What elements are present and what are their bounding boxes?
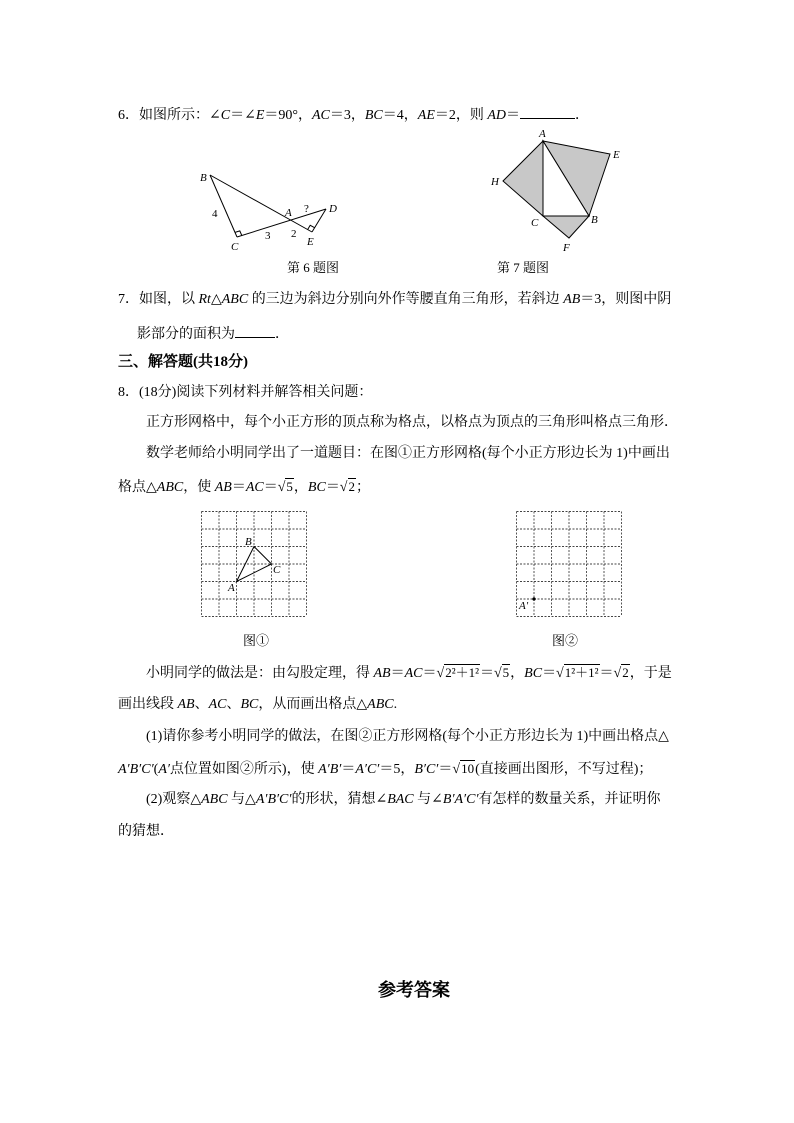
- q8-subquestion-2: [146, 791, 661, 809]
- text: (2)观察△: [146, 792, 202, 807]
- side-label-ca: 3: [265, 230, 271, 242]
- q7-text: 的三边为斜边分别向外作等腰直角三角形，若斜边: [248, 292, 564, 307]
- sqrt-sign: ＝√: [263, 480, 286, 495]
- text: ，: [293, 480, 308, 495]
- text: ，于是: [629, 666, 672, 681]
- vertex-label-d: D: [329, 203, 337, 215]
- math-var: AB: [373, 666, 391, 681]
- question-7: [118, 291, 671, 309]
- radicand: 2: [348, 479, 355, 494]
- q7-text: ＝3，则图中阴: [580, 292, 672, 307]
- sqrt-sign: ＝√: [599, 666, 622, 681]
- sqrt-expression: [600, 666, 630, 681]
- q6-text: 6．如图所示：∠: [118, 108, 221, 123]
- shaded-triangle-ahc: [503, 141, 543, 216]
- figure-7-caption: 第 7 题图: [497, 260, 550, 275]
- q6-text: ．: [575, 108, 590, 123]
- math-var: E: [255, 108, 265, 123]
- q8-paragraph-3-cont: [118, 696, 397, 714]
- sqrt-expression: [423, 666, 480, 681]
- math-var: ABC: [221, 292, 249, 307]
- figure-6-diagram: [190, 160, 350, 260]
- math-var: A′B′: [318, 762, 342, 777]
- q7-text: 影部分的面积为: [137, 327, 235, 342]
- radicand: 2²＋1²: [445, 665, 479, 680]
- radicand: 2: [622, 665, 629, 680]
- section-heading: 三、解答题(共18分): [118, 354, 248, 370]
- math-var: A′: [158, 762, 170, 777]
- math-var: ABC: [201, 792, 228, 807]
- q6-text: ＝: [506, 108, 521, 123]
- text: (直接画出图形，不写过程)；: [475, 762, 653, 777]
- text: ，从而画出格点△: [258, 697, 368, 712]
- grid-lines: [517, 512, 622, 617]
- math-var: ABC: [156, 480, 184, 495]
- math-var: A′B′C′: [118, 762, 154, 777]
- text: 、: [226, 697, 241, 712]
- math-var: B′A′C′: [442, 792, 479, 807]
- text: 有怎样的数量关系，并证明你: [478, 792, 661, 807]
- answer-blank[interactable]: [520, 105, 575, 119]
- text: ＝: [341, 762, 356, 777]
- sqrt-expression: [480, 666, 510, 681]
- vertex-label-b: B: [200, 172, 207, 184]
- sqrt-sign: ＝√: [479, 666, 502, 681]
- q8-paragraph-3: [146, 664, 672, 683]
- math-var: B′C′: [414, 762, 439, 777]
- answer-blank[interactable]: [235, 324, 275, 338]
- text: ＝: [390, 666, 405, 681]
- point-a-prime: [532, 597, 535, 600]
- q8-paragraph-1: 正方形网格中，每个小正方形的顶点称为格点，以格点为顶点的三角形叫格点三角形．: [146, 415, 678, 430]
- math-var: A′C′: [355, 762, 380, 777]
- q6-text: ＝∠: [230, 108, 256, 123]
- q8-paragraph-2-cont: [118, 478, 370, 497]
- radicand: 5: [286, 479, 293, 494]
- q6-text: ＝2，则: [434, 108, 488, 123]
- math-var: AC: [311, 108, 330, 123]
- math-var: Rt: [198, 292, 211, 307]
- grid-figure-1: [195, 505, 315, 623]
- text: .: [393, 697, 398, 712]
- math-var: BC: [307, 480, 326, 495]
- shaded-triangle-cfb: [543, 216, 589, 238]
- math-var: A′B′C′: [255, 792, 292, 807]
- q6-text: ＝3，: [329, 108, 365, 123]
- q6-text: ＝4，: [382, 108, 418, 123]
- math-var: BAC: [387, 792, 414, 807]
- side-label-ad: ?: [304, 203, 309, 215]
- text: ，使: [183, 480, 215, 495]
- grid-figure-2: [510, 505, 630, 623]
- side-label-ae: 2: [291, 228, 297, 240]
- vertex-label-a-prime: A′: [519, 600, 529, 612]
- math-var: AD: [487, 108, 507, 123]
- vertex-label-c: C: [231, 241, 239, 253]
- sqrt-expression: [438, 762, 475, 777]
- vertex-label-h: H: [491, 176, 499, 188]
- side-label-bc: 4: [212, 208, 218, 220]
- math-var: AC: [404, 666, 423, 681]
- question-8-header: 8．(18分)阅读下列材料并解答相关问题：: [118, 385, 373, 400]
- sqrt-expression: [542, 666, 599, 681]
- text: ；: [356, 480, 370, 495]
- sqrt-sign: ＝√: [542, 666, 564, 681]
- text: 小明同学的做法是：由勾股定理，得: [146, 666, 374, 681]
- radicand: 1²＋1²: [564, 665, 599, 680]
- math-var: BC: [240, 697, 259, 712]
- q6-text: ＝90°，: [264, 108, 312, 123]
- text: ＝: [231, 480, 246, 495]
- q8-subquestion-1-cont: [118, 760, 652, 779]
- q7-text: 7．如图，以: [118, 292, 199, 307]
- sqrt-sign: ＝√: [438, 762, 461, 777]
- math-var: AB: [177, 697, 195, 712]
- math-var: AE: [417, 108, 435, 123]
- grid-figure-1-caption: 图①: [243, 633, 270, 648]
- grid-figure-2-caption: 图②: [552, 633, 579, 648]
- text: 与△: [227, 792, 256, 807]
- figure-7-diagram: [480, 125, 630, 255]
- q8-paragraph-2: 数学老师给小明同学出了一道题目：在图①正方形网格(每个小正方形边长为 1)中画出: [146, 446, 670, 461]
- vertex-label-a: A: [539, 128, 546, 140]
- vertex-label-a: A: [228, 582, 235, 594]
- q8-subquestion-1: (1)请你参考小明同学的做法，在图②正方形网格(每个小正方形边长为 1)中画出格点△: [146, 729, 669, 744]
- grid-lines: [202, 512, 307, 617]
- sqrt-sign: ＝√: [325, 480, 348, 495]
- q8-subquestion-2-cont: 的猜想．: [118, 824, 174, 839]
- figure-6-caption: 第 6 题图: [287, 260, 340, 275]
- sqrt-expression: [264, 480, 294, 495]
- text: 、: [194, 697, 209, 712]
- math-var: AC: [208, 697, 227, 712]
- text: ＝5，: [379, 762, 415, 777]
- text: 画出线段: [118, 697, 178, 712]
- math-var: C: [220, 108, 231, 123]
- vertex-label-a: A: [285, 207, 292, 219]
- text: ，: [510, 666, 525, 681]
- q7-text: ．: [275, 327, 289, 342]
- vertex-label-e: E: [307, 236, 314, 248]
- text: (: [153, 762, 159, 777]
- text: 的形状，猜想∠: [291, 792, 388, 807]
- question-7-cont: [137, 324, 289, 344]
- vertex-label-c: C: [531, 217, 539, 229]
- radicand: 10: [461, 761, 475, 776]
- answer-heading: 参考答案: [378, 980, 450, 1000]
- text: 格点△: [118, 480, 157, 495]
- vertex-label-c: C: [273, 564, 281, 576]
- q7-text: △: [210, 292, 222, 307]
- math-var: BC: [524, 666, 543, 681]
- text: 点位置如图②所示)，使: [169, 762, 319, 777]
- math-var: AB: [214, 480, 232, 495]
- radicand: 5: [502, 665, 510, 680]
- vertex-label-e: E: [613, 149, 620, 161]
- sqrt-sign: ＝√: [422, 666, 445, 681]
- math-var: AB: [563, 292, 581, 307]
- math-var: ABC: [367, 697, 394, 712]
- math-var: BC: [364, 108, 383, 123]
- question-6: [118, 105, 589, 125]
- vertex-label-f: F: [563, 242, 570, 254]
- vertex-label-b: B: [245, 536, 252, 548]
- text: 与∠: [413, 792, 443, 807]
- sqrt-expression: [326, 480, 356, 495]
- math-var: AC: [245, 480, 264, 495]
- vertex-label-b: B: [591, 214, 598, 226]
